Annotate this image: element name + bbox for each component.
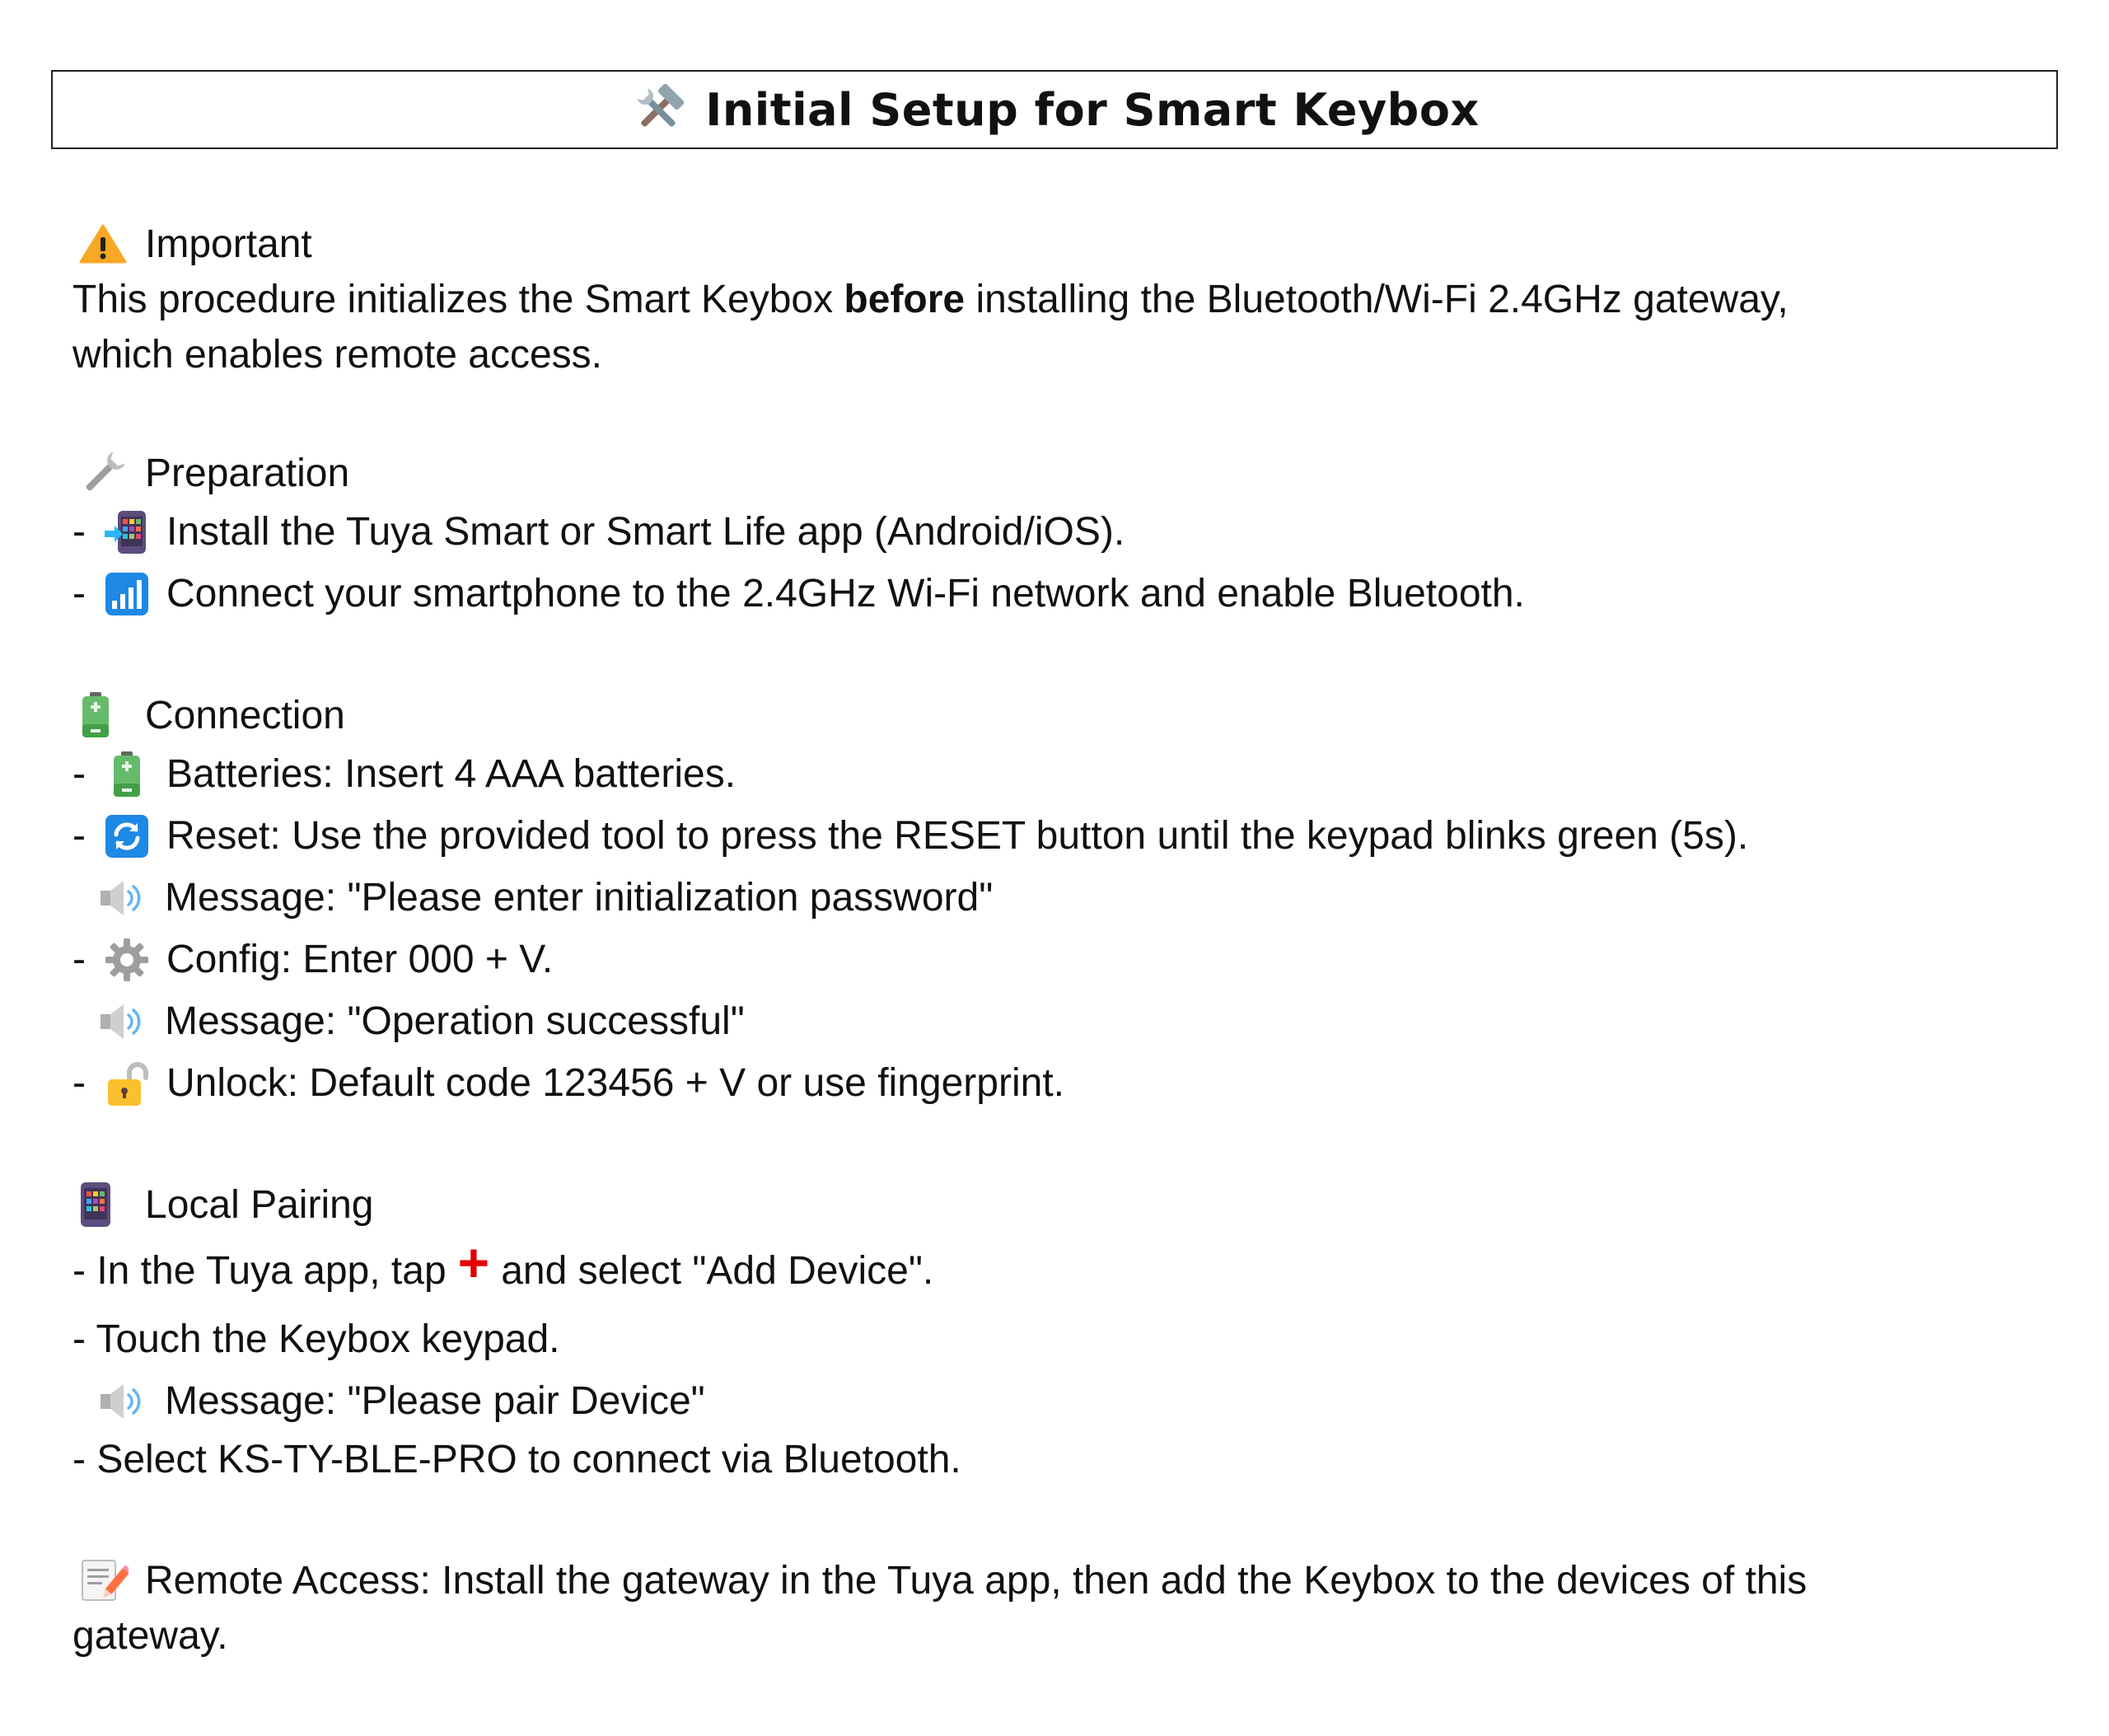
list-item: - Reset: Use the provided tool to press the RESET button until the keypad blinks green (5s). bbox=[72, 805, 2066, 867]
speaker-icon bbox=[97, 873, 147, 923]
mobile-arrow-icon bbox=[102, 508, 152, 557]
list-item: - Select KS-TY-BLE-PRO to connect via Bluetooth. bbox=[72, 1437, 961, 1481]
list-item bbox=[72, 867, 2066, 929]
remote-access-text: Remote Access: Install the gateway in the Tuya app, then add the Keybox to the devices of this bbox=[145, 1558, 1807, 1603]
list-item-text: Connect your smartphone to the 2.4GHz Wi-Fi network and enable Bluetooth. bbox=[166, 572, 1525, 615]
memo-icon bbox=[79, 1556, 140, 1605]
list-item-text: Message: "Please enter initialization password" bbox=[165, 876, 994, 919]
speaker-icon bbox=[97, 1377, 147, 1426]
page-title: Initial Setup for Smart Keybox bbox=[705, 83, 1480, 136]
list-item: - Unlock: Default code 123456 + V or use fingerprint. bbox=[72, 1052, 2066, 1114]
local-pairing-heading: Local Pairing bbox=[145, 1182, 374, 1227]
list-item: - In the Tuya app, tap + and select "Add Device". bbox=[72, 1231, 934, 1293]
preparation-section bbox=[72, 445, 2066, 625]
preparation-heading: Preparation bbox=[145, 451, 350, 495]
list-item: - Batteries: Insert 4 AAA batteries. bbox=[72, 743, 2066, 805]
list-item-text: Message: "Please pair Device" bbox=[165, 1379, 705, 1423]
list-item-text: Install the Tuya Smart or Smart Life app (Android/iOS). bbox=[166, 510, 1125, 554]
connection-heading: Connection bbox=[145, 693, 345, 737]
list-item bbox=[72, 1370, 2066, 1432]
important-section bbox=[72, 216, 2066, 382]
mobile-icon bbox=[79, 1180, 140, 1229]
important-heading: Important bbox=[145, 222, 312, 266]
remote-access-continuation: gateway. bbox=[72, 1614, 228, 1658]
plus-icon: + bbox=[457, 1231, 490, 1293]
list-item: - Touch the Keybox keypad. bbox=[72, 1317, 560, 1361]
connection-section bbox=[72, 687, 2066, 1114]
refresh-icon bbox=[102, 812, 152, 861]
list-item: - Install the Tuya Smart or Smart Life app (Android/iOS). bbox=[72, 501, 2066, 563]
unlocked-icon bbox=[102, 1059, 152, 1108]
title-banner bbox=[51, 70, 2058, 149]
list-item-text: Reset: Use the provided tool to press the RESET button until the keypad blinks green (5s). bbox=[166, 814, 1749, 858]
important-paragraph: This procedure initializes the Smart Keybox before installing the Bluetooth/Wi-Fi 2.4GHz gateway, which enables remote access. bbox=[72, 278, 1789, 377]
battery-icon bbox=[102, 750, 152, 799]
bold-before: before bbox=[844, 278, 966, 321]
signal-bars-icon bbox=[102, 569, 152, 619]
wrench-icon bbox=[79, 448, 140, 498]
list-item bbox=[72, 990, 2066, 1052]
list-item-text: Config: Enter 000 + V. bbox=[166, 938, 554, 981]
list-item-text: Unlock: Default code 123456 + V or use fingerprint. bbox=[166, 1061, 1064, 1105]
remote-access-section bbox=[72, 1552, 2066, 1663]
battery-icon bbox=[79, 690, 140, 740]
local-pairing-section bbox=[72, 1177, 2066, 1486]
list-item: - Connect your smartphone to the 2.4GHz Wi-Fi network and enable Bluetooth. bbox=[72, 563, 2066, 625]
hammer-and-wrench-icon bbox=[629, 84, 687, 135]
gear-icon bbox=[102, 935, 152, 985]
list-item: - Config: Enter 000 + V. bbox=[72, 929, 2066, 990]
list-item-text: Batteries: Insert 4 AAA batteries. bbox=[166, 752, 737, 796]
list-item-text: Message: "Operation successful" bbox=[165, 999, 745, 1043]
speaker-icon bbox=[97, 997, 147, 1046]
warning-icon bbox=[79, 219, 140, 269]
